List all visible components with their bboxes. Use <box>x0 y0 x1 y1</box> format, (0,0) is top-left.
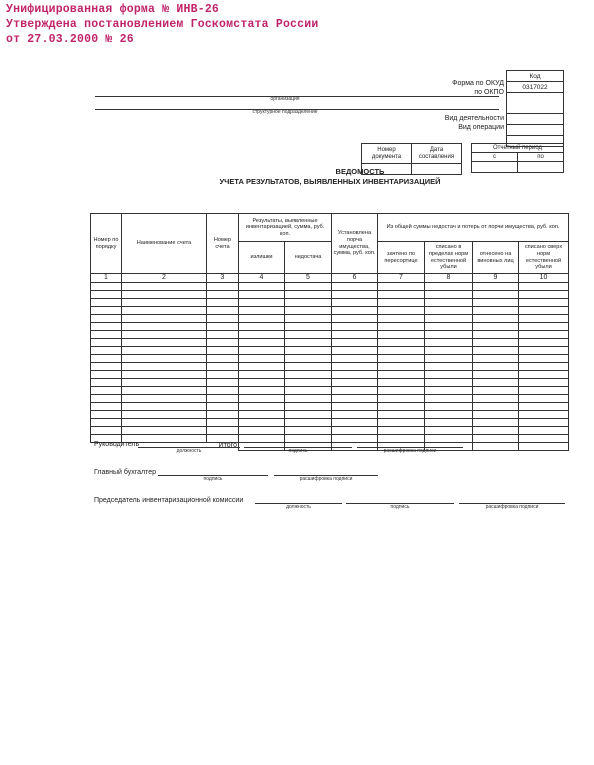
table-cell[interactable] <box>425 323 473 331</box>
table-cell[interactable] <box>519 315 569 323</box>
col-header-damage: Установлена порча имущества, сумма, руб. коп. <box>332 214 378 274</box>
table-cell[interactable] <box>207 323 239 331</box>
accountant-label: Главный бухгалтер <box>94 469 156 476</box>
table-cell[interactable] <box>239 347 285 355</box>
operation-label: Вид операции <box>458 124 504 131</box>
code-box <box>506 70 564 147</box>
table-cell[interactable] <box>519 307 569 315</box>
table-cell[interactable] <box>378 411 425 419</box>
table-cell[interactable] <box>239 307 285 315</box>
table-cell[interactable] <box>332 387 378 395</box>
table-cell[interactable] <box>207 419 239 427</box>
table-cell[interactable] <box>332 323 378 331</box>
table-cell[interactable] <box>207 363 239 371</box>
table-cell[interactable] <box>239 379 285 387</box>
table-cell[interactable] <box>91 323 122 331</box>
table-cell[interactable] <box>332 339 378 347</box>
table-cell[interactable] <box>473 355 519 363</box>
table-cell[interactable] <box>473 419 519 427</box>
table-cell[interactable] <box>332 307 378 315</box>
table-cell[interactable] <box>91 307 122 315</box>
table-cell[interactable] <box>207 435 239 443</box>
table-cell[interactable] <box>519 355 569 363</box>
table-cell[interactable] <box>378 299 425 307</box>
table-cell[interactable] <box>425 387 473 395</box>
table-cell[interactable] <box>473 339 519 347</box>
table-cell[interactable] <box>425 419 473 427</box>
table-cell[interactable] <box>122 419 207 427</box>
okud-label: Форма по ОКУД <box>452 80 504 87</box>
table-row <box>91 395 569 403</box>
table-cell[interactable] <box>378 363 425 371</box>
table-cell[interactable] <box>425 315 473 323</box>
table-cell[interactable] <box>378 371 425 379</box>
table-cell[interactable] <box>425 427 473 435</box>
okud-value: 0317022 <box>507 82 564 93</box>
table-cell[interactable] <box>285 371 332 379</box>
document-title: ВЕДОМОСТЬ <box>335 167 385 176</box>
table-cell[interactable] <box>285 331 332 339</box>
table-cell[interactable] <box>122 339 207 347</box>
head-label: Руководитель <box>94 441 140 448</box>
table-cell[interactable] <box>378 291 425 299</box>
table-cell[interactable] <box>332 427 378 435</box>
table-cell[interactable] <box>239 387 285 395</box>
table-cell[interactable] <box>239 315 285 323</box>
table-cell[interactable] <box>239 339 285 347</box>
table-cell[interactable] <box>122 299 207 307</box>
table-cell[interactable] <box>207 315 239 323</box>
table-cell[interactable] <box>473 363 519 371</box>
table-cell[interactable] <box>425 371 473 379</box>
table-cell[interactable] <box>519 363 569 371</box>
table-cell[interactable] <box>91 291 122 299</box>
table-cell[interactable] <box>425 331 473 339</box>
table-cell[interactable] <box>425 307 473 315</box>
table-cell[interactable] <box>519 291 569 299</box>
table-cell[interactable] <box>378 307 425 315</box>
accountant-signature-caption: подпись <box>203 476 223 482</box>
col-header-guilty: отнесено на виновных лиц <box>473 242 519 274</box>
table-cell[interactable] <box>473 379 519 387</box>
table-cell[interactable] <box>285 419 332 427</box>
table-cell[interactable] <box>473 435 519 443</box>
activity-label: Вид деятельности <box>444 115 504 122</box>
table-cell[interactable] <box>207 371 239 379</box>
table-cell[interactable] <box>332 363 378 371</box>
table-cell[interactable] <box>378 347 425 355</box>
table-cell[interactable] <box>91 411 122 419</box>
table-cell[interactable] <box>473 307 519 315</box>
stamp-line-1: Унифицированная форма № ИНВ-26 <box>6 3 220 16</box>
table-cell[interactable] <box>207 347 239 355</box>
table-cell[interactable] <box>378 283 425 291</box>
table-cell[interactable] <box>285 355 332 363</box>
table-cell[interactable] <box>239 283 285 291</box>
col-header-name: Наименование счета <box>122 214 207 274</box>
table-cell[interactable] <box>519 299 569 307</box>
table-cell[interactable] <box>519 331 569 339</box>
table-cell[interactable] <box>378 395 425 403</box>
table-cell[interactable] <box>207 283 239 291</box>
table-cell[interactable] <box>519 427 569 435</box>
table-cell[interactable] <box>122 387 207 395</box>
table-cell[interactable] <box>519 283 569 291</box>
col-header-group: Из общей суммы недостач и потерь от порчи имущества, руб. коп. <box>378 214 569 242</box>
table-cell[interactable] <box>91 355 122 363</box>
table-cell[interactable] <box>122 291 207 299</box>
table-cell[interactable] <box>425 347 473 355</box>
col-header-regrade: зачтено по пересортице <box>378 242 425 274</box>
total-cell[interactable] <box>519 443 569 451</box>
table-cell[interactable] <box>473 371 519 379</box>
table-cell[interactable] <box>207 395 239 403</box>
table-cell[interactable] <box>473 347 519 355</box>
table-cell[interactable] <box>122 395 207 403</box>
table-cell[interactable] <box>239 355 285 363</box>
table-cell[interactable] <box>207 403 239 411</box>
table-row <box>91 403 569 411</box>
table-cell[interactable] <box>519 371 569 379</box>
table-cell[interactable] <box>473 387 519 395</box>
table-cell[interactable] <box>91 283 122 291</box>
table-row <box>91 283 569 291</box>
table-cell[interactable] <box>332 355 378 363</box>
commission-position-caption: должность <box>286 504 311 510</box>
table-cell[interactable] <box>473 323 519 331</box>
table-cell[interactable] <box>332 299 378 307</box>
okpo-value <box>507 93 564 114</box>
table-cell[interactable] <box>122 307 207 315</box>
period-from-value[interactable] <box>472 162 518 173</box>
document-subtitle: УЧЕТА РЕЗУЛЬТАТОВ, ВЫЯВЛЕННЫХ ИНВЕНТАРИЗАЦИЕЙ <box>219 177 441 186</box>
table-cell[interactable] <box>91 403 122 411</box>
table-cell[interactable] <box>425 283 473 291</box>
table-cell[interactable] <box>425 435 473 443</box>
table-cell[interactable] <box>91 339 122 347</box>
doc-date-label: Дата составления <box>412 144 462 164</box>
table-cell[interactable] <box>332 395 378 403</box>
table-cell[interactable] <box>207 299 239 307</box>
col-number: 10 <box>519 274 569 283</box>
table-cell[interactable] <box>207 307 239 315</box>
table-cell[interactable] <box>122 347 207 355</box>
head-position-caption: должность <box>176 448 202 454</box>
commission-label: Председатель инвентаризационной комиссии <box>94 497 244 504</box>
table-cell[interactable] <box>285 427 332 435</box>
table-cell[interactable] <box>519 435 569 443</box>
table-cell[interactable] <box>473 283 519 291</box>
table-cell[interactable] <box>425 291 473 299</box>
table-cell[interactable] <box>239 371 285 379</box>
table-cell[interactable] <box>91 371 122 379</box>
table-cell[interactable] <box>91 331 122 339</box>
table-cell[interactable] <box>332 403 378 411</box>
table-cell[interactable] <box>378 387 425 395</box>
head-decoding-caption: расшифровка подписи <box>383 448 437 454</box>
unit-code <box>507 114 564 125</box>
col-header-account: Номер счета <box>207 214 239 274</box>
table-cell[interactable] <box>425 355 473 363</box>
stamp-line-2: Утверждена постановлением Госкомстата России <box>6 18 319 31</box>
table-cell[interactable] <box>519 395 569 403</box>
table-cell[interactable] <box>332 411 378 419</box>
okpo-label: по ОКПО <box>474 89 504 96</box>
table-cell[interactable] <box>378 427 425 435</box>
table-row <box>91 435 569 443</box>
table-cell[interactable] <box>378 331 425 339</box>
table-cell[interactable] <box>378 355 425 363</box>
table-row <box>91 299 569 307</box>
period-from-label: с <box>472 153 518 162</box>
table-row <box>91 339 569 347</box>
table-cell[interactable] <box>519 411 569 419</box>
table-cell[interactable] <box>332 315 378 323</box>
table-cell[interactable] <box>473 299 519 307</box>
table-cell[interactable] <box>425 339 473 347</box>
table-cell[interactable] <box>519 339 569 347</box>
table-cell[interactable] <box>425 403 473 411</box>
table-row <box>91 427 569 435</box>
table-cell[interactable] <box>473 331 519 339</box>
table-cell[interactable] <box>519 379 569 387</box>
table-cell[interactable] <box>332 283 378 291</box>
table-cell[interactable] <box>239 403 285 411</box>
table-cell[interactable] <box>378 379 425 387</box>
table-cell[interactable] <box>425 363 473 371</box>
table-cell[interactable] <box>91 419 122 427</box>
form-stamp <box>6 2 318 47</box>
period-title: Отчетный период <box>472 144 564 153</box>
col-number: 3 <box>207 274 239 283</box>
table-cell[interactable] <box>91 347 122 355</box>
col-number: 5 <box>285 274 332 283</box>
table-cell[interactable] <box>378 435 425 443</box>
table-row <box>91 291 569 299</box>
table-row <box>91 363 569 371</box>
commission-decoding-caption: расшифровка подписи <box>485 504 539 510</box>
col-number: 4 <box>239 274 285 283</box>
period-box <box>471 143 564 173</box>
table-cell[interactable] <box>207 411 239 419</box>
table-cell[interactable] <box>285 291 332 299</box>
table-cell[interactable] <box>378 315 425 323</box>
table-row <box>91 315 569 323</box>
table-cell[interactable] <box>285 435 332 443</box>
table-row <box>91 379 569 387</box>
table-cell[interactable] <box>122 315 207 323</box>
table-cell[interactable] <box>91 427 122 435</box>
table-cell[interactable] <box>239 363 285 371</box>
table-cell[interactable] <box>332 291 378 299</box>
table-row <box>91 387 569 395</box>
table-row <box>91 307 569 315</box>
table-cell[interactable] <box>285 411 332 419</box>
table-cell[interactable] <box>91 363 122 371</box>
total-label: Итого <box>218 442 237 450</box>
table-cell[interactable] <box>239 323 285 331</box>
table-cell[interactable] <box>207 427 239 435</box>
table-cell[interactable] <box>285 363 332 371</box>
table-row <box>91 355 569 363</box>
table-cell[interactable] <box>473 291 519 299</box>
table-cell[interactable] <box>207 331 239 339</box>
accountant-decoding-caption: расшифровка подписи <box>299 476 353 482</box>
table-cell[interactable] <box>122 411 207 419</box>
table-row <box>91 347 569 355</box>
table-cell[interactable] <box>332 347 378 355</box>
table-cell[interactable] <box>425 379 473 387</box>
table-row <box>91 331 569 339</box>
total-cell[interactable] <box>473 443 519 451</box>
table-cell[interactable] <box>519 347 569 355</box>
table-cell[interactable] <box>122 283 207 291</box>
col-header-surplus: излишки <box>239 242 285 274</box>
table-cell[interactable] <box>239 427 285 435</box>
table-cell[interactable] <box>207 291 239 299</box>
table-cell[interactable] <box>473 395 519 403</box>
table-cell[interactable] <box>473 403 519 411</box>
results-table <box>90 213 569 451</box>
table-cell[interactable] <box>122 379 207 387</box>
table-cell[interactable] <box>332 331 378 339</box>
table-cell[interactable] <box>285 395 332 403</box>
table-cell[interactable] <box>239 435 285 443</box>
table-cell[interactable] <box>378 403 425 411</box>
table-cell[interactable] <box>285 379 332 387</box>
table-cell[interactable] <box>239 419 285 427</box>
col-number: 8 <box>425 274 473 283</box>
col-number: 9 <box>473 274 519 283</box>
head-signature-caption: подпись <box>288 448 308 454</box>
doc-number-label: Номер документа <box>362 144 412 164</box>
table-cell[interactable] <box>239 331 285 339</box>
table-cell[interactable] <box>122 371 207 379</box>
table-cell[interactable] <box>425 395 473 403</box>
table-cell[interactable] <box>519 323 569 331</box>
table-cell[interactable] <box>473 411 519 419</box>
col-number: 2 <box>122 274 207 283</box>
col-header-over: списано сверх норм естественной убыли <box>519 242 569 274</box>
table-cell[interactable] <box>91 387 122 395</box>
column-numbers-row <box>91 274 569 283</box>
table-cell[interactable] <box>332 371 378 379</box>
col-header-num: Номер по порядку <box>91 214 122 274</box>
table-cell[interactable] <box>285 387 332 395</box>
table-cell[interactable] <box>285 403 332 411</box>
table-cell[interactable] <box>91 379 122 387</box>
table-cell[interactable] <box>285 299 332 307</box>
table-cell[interactable] <box>122 363 207 371</box>
table-cell[interactable] <box>239 299 285 307</box>
table-cell[interactable] <box>285 339 332 347</box>
col-number: 7 <box>378 274 425 283</box>
table-cell[interactable] <box>207 379 239 387</box>
table-cell[interactable] <box>473 427 519 435</box>
table-cell[interactable] <box>207 339 239 347</box>
col-number: 1 <box>91 274 122 283</box>
table-cell[interactable] <box>122 323 207 331</box>
table-cell[interactable] <box>425 411 473 419</box>
code-header: Код <box>507 71 564 82</box>
table-cell[interactable] <box>519 387 569 395</box>
table-cell[interactable] <box>285 323 332 331</box>
activity-code <box>507 125 564 136</box>
table-cell[interactable] <box>239 291 285 299</box>
table-cell[interactable] <box>239 395 285 403</box>
table-cell[interactable] <box>122 403 207 411</box>
table-cell[interactable] <box>122 427 207 435</box>
table-cell[interactable] <box>378 419 425 427</box>
table-cell[interactable] <box>285 283 332 291</box>
stamp-line-3: от 27.03.2000 № 26 <box>6 33 134 46</box>
col-header-natural: списано в пределах норм естественной убыли <box>425 242 473 274</box>
table-cell[interactable] <box>378 323 425 331</box>
table-cell[interactable] <box>425 299 473 307</box>
table-cell[interactable] <box>473 315 519 323</box>
table-cell[interactable] <box>519 419 569 427</box>
table-cell[interactable] <box>91 395 122 403</box>
table-cell[interactable] <box>332 379 378 387</box>
table-cell[interactable] <box>239 411 285 419</box>
table-cell[interactable] <box>285 347 332 355</box>
unit-caption: структурное подразделение <box>252 109 318 115</box>
table-cell[interactable] <box>207 387 239 395</box>
table-cell[interactable] <box>207 355 239 363</box>
col-number: 6 <box>332 274 378 283</box>
table-cell[interactable] <box>91 315 122 323</box>
table-cell[interactable] <box>378 339 425 347</box>
table-cell[interactable] <box>519 403 569 411</box>
table-cell[interactable] <box>91 299 122 307</box>
commission-signature-caption: подпись <box>390 504 410 510</box>
table-cell[interactable] <box>285 307 332 315</box>
table-row <box>91 323 569 331</box>
table-cell[interactable] <box>285 315 332 323</box>
table-cell[interactable] <box>332 419 378 427</box>
col-header-results: Результаты, выявленные инвентаризацией, сумма, руб. коп. <box>239 214 332 242</box>
table-row <box>91 411 569 419</box>
table-row <box>91 419 569 427</box>
period-to-value[interactable] <box>518 162 564 173</box>
table-row <box>91 371 569 379</box>
organization-caption: организация <box>270 96 300 102</box>
period-to-label: по <box>518 153 564 162</box>
col-header-shortage: недостача <box>285 242 332 274</box>
table-cell[interactable] <box>122 355 207 363</box>
table-cell[interactable] <box>332 435 378 443</box>
table-cell[interactable] <box>122 331 207 339</box>
